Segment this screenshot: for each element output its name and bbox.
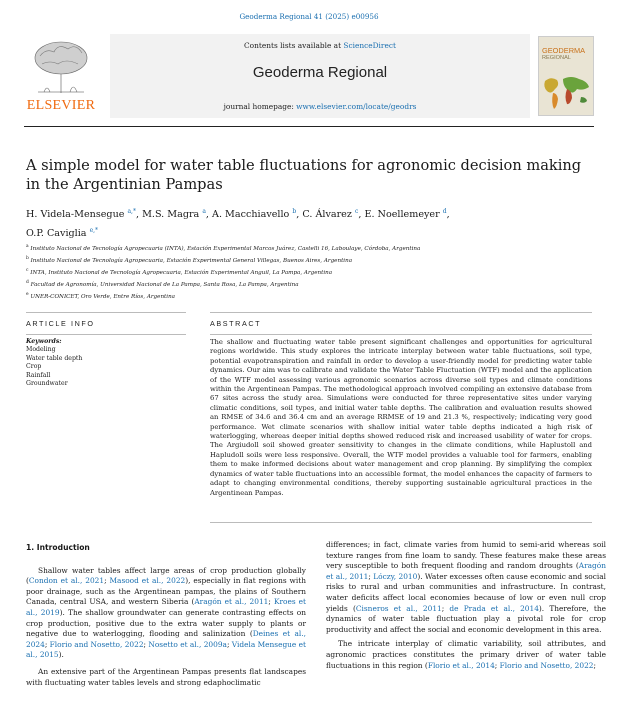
- journal-masthead: [110, 34, 530, 118]
- article-info-heading: ARTICLE INFO: [26, 319, 95, 328]
- author[interactable]: A. Macchiavello $^b$: [212, 208, 297, 221]
- keyword: Crop: [26, 363, 42, 371]
- author[interactable]: C. Álvarez $^c$: [302, 208, 359, 221]
- text-run: differences; in fact, climate varies from humid to semi-arid whereas soil texture ranges from fine loam to sandy. These features make these areas very susceptible to both frequent flooding and random droughts (: [326, 540, 606, 571]
- info-rule-2: [26, 334, 186, 335]
- citation-link[interactable]: Florio et al., 2014: [427, 660, 495, 670]
- text-run: The intricate interplay of climatic variability, soil attributes, and agronomic practices constitutes the primary driver of water table fluctuations in this region (: [326, 639, 606, 670]
- author-list: H. Videla-Mensegue $^{a,*}$, M.S. Magra $^a$, A. Macchiavello $^b$, C. Álvarez $^c$, E. Noellemeyer $^d$, O.P. Caviglia $^{e,*}$: [26, 208, 450, 240]
- abstract-text: The shallow and fluctuating water table present significant challenges and opportunities for agricultural regions worldwide. This study explores the intricate interplay between water table fluctuations, soil type, potential evapotranspiration and rainfall in order to develop a user-friendly model for predicting water table dynamics. Our aim was to calibrate and validate the Water Table Fluctuation (WTF) model and the application of the WTF model assessing various agronomic scenarios across diverse soil types and climate conditions within the Argentinean Pampas. The methodological approach involved compiling an extensive database from 67 sites across the study area. Simulations were conducted for three representative sites under varying climatic conditions, soil types, and initial water table depths. The calibration and evaluation results showed an RMSE of 34.6 and 36.4 cm and an average RRMSE of 19 and 21.3 %, respectively; indicating very good performance. Wet climate scenarios with shallow initial water table depths indicated a high risk of waterlogging, whereas deeper initial depths showed reduced risk and increased usability of water for crops. The Argiudoll soil showed greater sensitivity to changes in the climate conditions, while Haplustoll and Hapludoll soils were less responsive. Overall, the WTF model provides a valuable tool for farmers, enabling them to make informed decisions about water management and crop planning. By simplifying the complex dynamics of water table fluctuations into an accessible format, the model enhances the capacity of farmers to adapt to changing environmental conditions, thereby supporting sustainable agricultural practices in the Argentinean Pampas.: [210, 338, 592, 497]
- citation-link[interactable]: Aragón et al., 2011: [194, 597, 269, 607]
- text-run: ). Therefore, the dynamics of water table fluctuation play a pivotal role for crop productivity and affect the social and economic development in this area.: [326, 603, 607, 634]
- title-line-1: A simple model for water table fluctuations for agronomic decision making: [26, 157, 582, 174]
- text-run: ). The shallow groundwater can generate contrasting effects on crop production, positive due to the extra water supply to plants or negative due to waterlogging, flooding and salinization (: [26, 607, 306, 639]
- journal-cover[interactable]: [538, 36, 594, 116]
- elsevier-tree-icon: [30, 38, 92, 94]
- header-rule: [24, 126, 594, 127]
- homepage-prefix: journal homepage:: [223, 102, 297, 111]
- text-run: ;: [44, 639, 50, 649]
- affiliation: $^b$ Instituto Nacional de Tecnología Agropecuaria, Estación Experimental General Villegas, Buenos Aires, Argentina: [26, 256, 353, 264]
- elsevier-logo: [24, 34, 98, 118]
- article-info: [26, 338, 186, 388]
- abstract-bottom-rule: [210, 522, 592, 523]
- keyword: Groundwater: [26, 380, 68, 388]
- text-run: ;: [226, 639, 232, 649]
- citation-link[interactable]: Florio and Nosetto, 2022: [499, 660, 594, 670]
- text-run: ). Water excesses often cause economic and social risks to rural and urban communities and infrastructure. In contrast, water deficits affect local economies because of low or even null crop yields (: [326, 571, 607, 613]
- contents-prefix: Contents lists available at: [244, 41, 344, 50]
- citation-link[interactable]: Deines et al., 2024: [26, 629, 306, 649]
- text-run: ;: [593, 660, 596, 670]
- article-title: [26, 156, 586, 194]
- author[interactable]: E. Noellemeyer $^d$: [364, 208, 447, 221]
- keyword: Rainfall: [26, 371, 51, 379]
- citation-link[interactable]: Videla Mensegue et al., 2015: [26, 639, 307, 660]
- homepage-link[interactable]: www.elsevier.com/locate/geodrs: [296, 102, 417, 111]
- abstract-rule-2: [210, 334, 592, 335]
- citation-link[interactable]: Florio and Nosetto, 2022: [49, 639, 144, 649]
- body-column-right: [326, 540, 606, 671]
- author[interactable]: M.S. Magra $^a$: [142, 208, 206, 221]
- title-line-2: in the Argentinian Pampas: [26, 176, 223, 193]
- paragraph: [326, 540, 606, 635]
- citation-link[interactable]: Aragón et al., 2011: [326, 561, 606, 581]
- affiliations: [26, 242, 586, 302]
- text-run: ).: [58, 650, 64, 660]
- text-run: ;: [368, 571, 374, 581]
- affiliation: $^d$ Facultad de Agronomía, Universidad Nacional de La Pampa, Santa Rosa, La Pampa, Argentina: [26, 280, 299, 289]
- keyword: Water table depth: [26, 354, 83, 362]
- text-run: ;: [441, 603, 450, 613]
- citation-link[interactable]: Masood et al., 2022: [109, 576, 186, 586]
- journal-reference[interactable]: Geoderma Regional 41 (2025) e00956: [239, 12, 379, 21]
- cover-subtitle: REGIONAL: [542, 55, 571, 61]
- citation-link[interactable]: Kroes et al., 2019: [26, 597, 307, 617]
- text-run: ;: [268, 597, 274, 607]
- contents-line: [110, 41, 530, 50]
- citation-link[interactable]: Lóczy, 2010: [373, 571, 418, 581]
- text-run: ;: [143, 639, 149, 649]
- citation-link[interactable]: Condon et al., 2021: [28, 576, 105, 586]
- homepage-line: [110, 102, 530, 111]
- sciencedirect-link[interactable]: ScienceDirect: [343, 41, 396, 50]
- body-column-left: [26, 540, 306, 688]
- text-run: ;: [104, 576, 110, 586]
- text-run: Shallow water tables affect large areas of crop production globally (: [26, 565, 306, 586]
- publisher-name: ELSEVIER: [26, 98, 96, 113]
- keyword: Modeling: [26, 346, 56, 354]
- affiliation: $^a$ Instituto Nacional de Tecnología Agropecuaria (INTA), Estación Experimental Marcos Juárez, Castelli 16, Laboulaye, Córdoba, Argentina: [26, 244, 421, 252]
- paragraph: [26, 566, 306, 661]
- affiliation: $^e$ UNER-CONICET, Oro Verde, Entre Ríos, Argentina: [26, 292, 176, 301]
- paragraph: An extensive part of the Argentinean Pampas presents flat landscapes with fluctuating water tables levels and strong edaphoclimatic: [26, 666, 306, 687]
- citation-link[interactable]: Cisneros et al., 2011: [355, 603, 442, 613]
- citation-link[interactable]: de Prada et al., 2014: [449, 603, 539, 613]
- text-run: ;: [494, 660, 500, 670]
- section-heading: 1. Introduction: [26, 543, 90, 552]
- citation-link[interactable]: Nosetto et al., 2009a: [148, 639, 227, 649]
- keywords-label: Keywords:: [26, 338, 62, 345]
- paragraph: [326, 639, 606, 671]
- author[interactable]: O.P. Caviglia $^{e,*}$: [26, 227, 99, 240]
- journal-name: Geoderma Regional: [252, 64, 388, 81]
- info-rule: [26, 312, 186, 313]
- affiliation: $^c$ INTA, Instituto Nacional de Tecnología Agropecuaria, Estación Experimental Anguil, La Pampa, Argentina: [26, 268, 333, 276]
- text-run: ), especially in flat regions with poor drainage, such as the Argentinean pampas, the plains of Southern Canada, central USA, and western Siberia (: [26, 576, 306, 607]
- cover-title: GEODERMA: [542, 46, 586, 55]
- world-map-icon: [541, 71, 593, 111]
- journal-header: [24, 34, 594, 118]
- abstract-heading: ABSTRACT: [210, 319, 262, 328]
- abstract-rule: [210, 312, 592, 313]
- author[interactable]: H. Videla-Mensegue $^{a,*}$: [26, 208, 136, 221]
